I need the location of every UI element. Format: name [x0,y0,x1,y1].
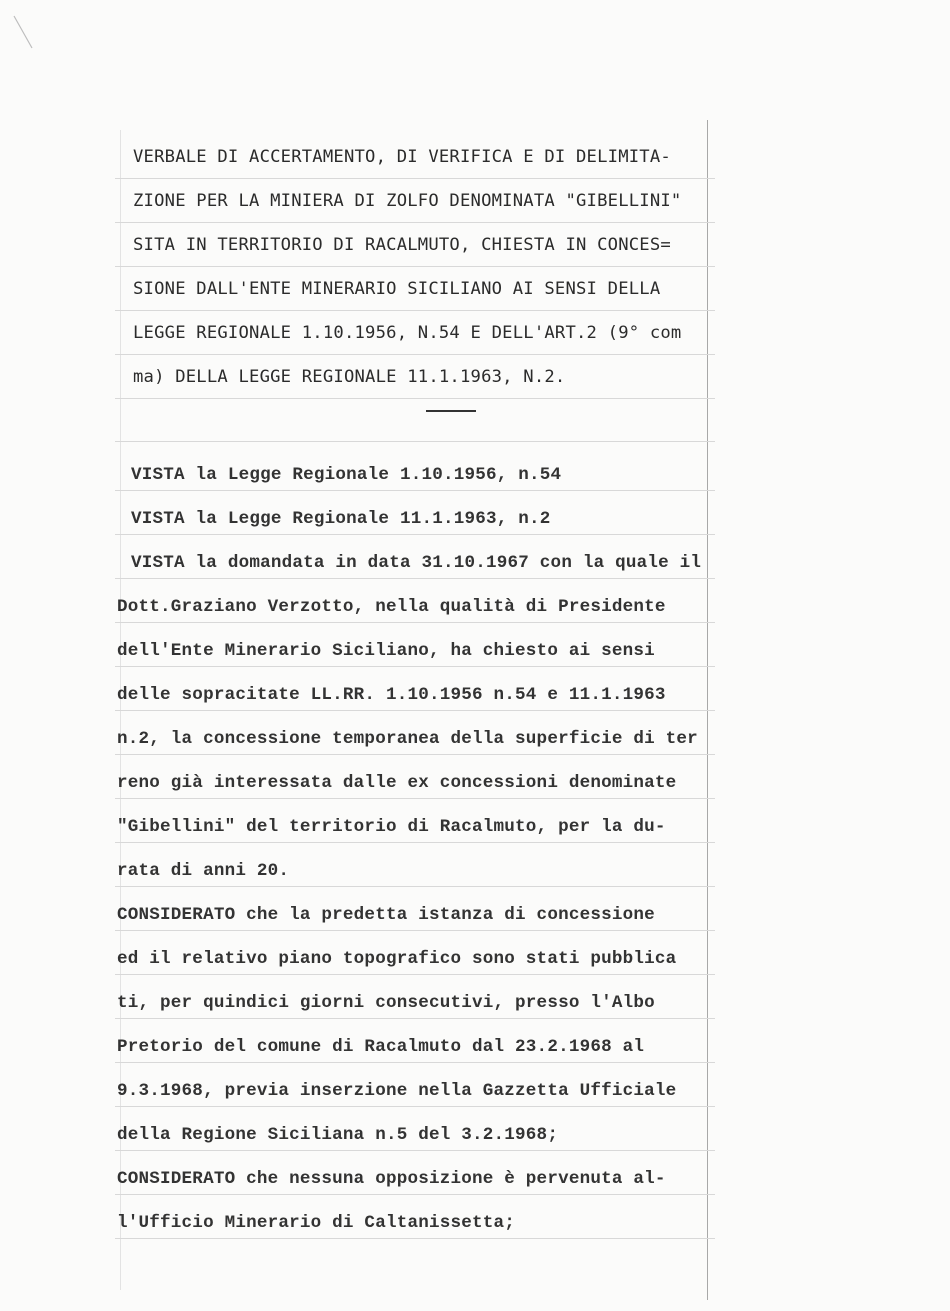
ruling-line [115,534,715,535]
header-line: SIONE DALL'ENTE MINERARIO SICILIANO AI SENSI DELLA [133,279,661,299]
header-line: ma) DELLA LEGGE REGIONALE 11.1.1963, N.2. [133,367,566,387]
header-line: VERBALE DI ACCERTAMENTO, DI VERIFICA E DI DELIMITA- [133,147,671,167]
ruling-line [115,622,715,623]
ruling-line [115,310,715,311]
ruling-line [115,974,715,975]
ruling-line [115,842,715,843]
ruling-line [115,1062,715,1063]
body-line: reno già interessata dalle ex concessioni denominate [117,773,677,793]
ruling-line [115,266,715,267]
ruling-line [115,798,715,799]
body-line: VISTA la Legge Regionale 11.1.1963, n.2 [131,509,551,529]
body-line: ed il relativo piano topografico sono stati pubblica [117,949,677,969]
body-line: Pretorio del comune di Racalmuto dal 23.2.1968 al [117,1037,645,1057]
corner-scratch-mark [10,12,50,52]
ruling-line [115,1194,715,1195]
body-line: ti, per quindici giorni consecutivi, presso l'Albo [117,993,655,1013]
ruling-line [115,710,715,711]
ruling-line [115,490,715,491]
ruling-line [115,398,715,399]
ruling-line [115,178,715,179]
ruling-line [115,1018,715,1019]
body-line: l'Ufficio Minerario di Caltanissetta; [117,1213,516,1233]
body-line: CONSIDERATO che nessuna opposizione è pervenuta al- [117,1169,666,1189]
ruling-line [115,1150,715,1151]
body-line: della Regione Siciliana n.5 del 3.2.1968; [117,1125,559,1145]
body-line: VISTA la Legge Regionale 1.10.1956, n.54 [131,465,562,485]
ruling-line [115,1106,715,1107]
ruling-line [115,441,715,442]
header-line: SITA IN TERRITORIO DI RACALMUTO, CHIESTA IN CONCES= [133,235,671,255]
header-separator [426,410,476,412]
ruling-line [115,1238,715,1239]
body-line: 9.3.1968, previa inserzione nella Gazzetta Ufficiale [117,1081,677,1101]
body-line: VISTA la domandata in data 31.10.1967 con la quale il [131,553,702,573]
body-line: delle sopracitate LL.RR. 1.10.1956 n.54 e 11.1.1963 [117,685,666,705]
ruling-line [115,354,715,355]
ruling-line [115,578,715,579]
ruling-line [115,930,715,931]
body-line: "Gibellini" del territorio di Racalmuto, per la du- [117,817,666,837]
ruling-line [115,666,715,667]
ruling-line [115,886,715,887]
ruling-line [115,222,715,223]
header-line: LEGGE REGIONALE 1.10.1956, N.54 E DELL'ART.2 (9° com [133,323,682,343]
header-line: ZIONE PER LA MINIERA DI ZOLFO DENOMINATA "GIBELLINI" [133,191,682,211]
body-line: rata di anni 20. [117,861,290,881]
body-line: CONSIDERATO che la predetta istanza di concessione [117,905,655,925]
body-line: dell'Ente Minerario Siciliano, ha chiesto ai sensi [117,641,655,661]
body-line: n.2, la concessione temporanea della superficie di ter [117,729,698,749]
ruling-line [115,754,715,755]
body-line: Dott.Graziano Verzotto, nella qualità di Presidente [117,597,666,617]
